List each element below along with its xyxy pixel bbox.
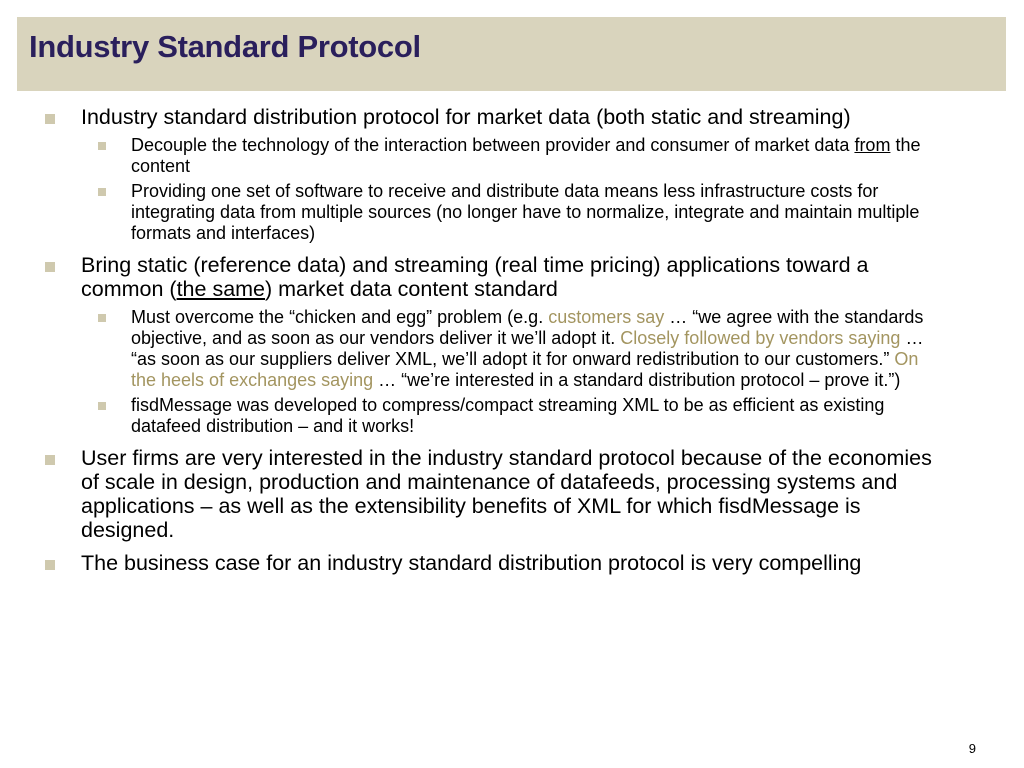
underlined-the-same: the same [176, 277, 266, 301]
bullet-text: User firms are very interested in the industry standard protocol because of the economies of scale in design, production and maintenance of datafeeds, processing systems and applications – as well as the extensibility benefits of XML for which fisdMessage is designed. [81, 446, 932, 542]
bullet-text: Industry standard distribution protocol for market data (both static and streaming) [81, 105, 851, 129]
square-bullet-icon [98, 188, 106, 196]
sub-bullet-fisdmessage [42, 395, 942, 437]
title-bar [17, 17, 1006, 91]
sub-bullet-text: … “we agree with the standards objective, and as soon as our vendors deliver it we’ll adopt it. [131, 307, 924, 348]
page-number: 9 [968, 741, 976, 756]
square-bullet-icon [98, 402, 106, 410]
underlined-from: from [854, 135, 891, 155]
slide-title: Industry Standard Protocol [29, 29, 421, 64]
highlight-customers-say: customers say [548, 307, 665, 327]
highlight-vendors-saying: Closely followed by vendors saying [620, 328, 901, 348]
square-bullet-icon [98, 314, 106, 322]
sub-bullet-chicken-egg [42, 307, 942, 391]
slide-body [42, 105, 942, 581]
sub-bullet-text-end: the content [131, 135, 921, 176]
bullet-business-case [42, 551, 942, 575]
sub-bullet-text: … “as soon as our suppliers deliver XML, we’ll adopt it for onward redistribution to our customers.” [131, 328, 924, 369]
bullet-text-end: ) market data content standard [265, 277, 558, 301]
square-bullet-icon [45, 560, 55, 570]
bullet-static-streaming [42, 253, 942, 301]
square-bullet-icon [45, 262, 55, 272]
sub-bullet-text: Must overcome the “chicken and egg” problem (e.g. [131, 307, 549, 327]
bullet-text: The business case for an industry standard distribution protocol is very compelling [81, 551, 862, 575]
sub-bullet-decouple [42, 135, 942, 177]
bullet-user-firms [42, 446, 942, 542]
highlight-exchanges-saying: On the heels of exchanges saying [131, 349, 919, 390]
square-bullet-icon [45, 114, 55, 124]
sub-bullet-software [42, 181, 942, 244]
square-bullet-icon [98, 142, 106, 150]
sub-bullet-text: … “we’re interested in a standard distribution protocol – prove it.”) [373, 370, 901, 390]
sub-bullet-text: Decouple the technology of the interaction between provider and consumer of market data [131, 135, 855, 155]
sub-bullet-text: fisdMessage was developed to compress/compact streaming XML to be as efficient as existing datafeed distribution – and it works! [131, 395, 885, 436]
bullet-protocol [42, 105, 942, 129]
sub-bullet-text: Providing one set of software to receive and distribute data means less infrastructure costs for integrating data from multiple sources (no longer have to normalize, integrate and maintain multiple formats and interfaces) [131, 181, 920, 243]
bullet-text: Bring static (reference data) and streaming (real time pricing) applications toward a common ( [81, 253, 869, 301]
square-bullet-icon [45, 455, 55, 465]
